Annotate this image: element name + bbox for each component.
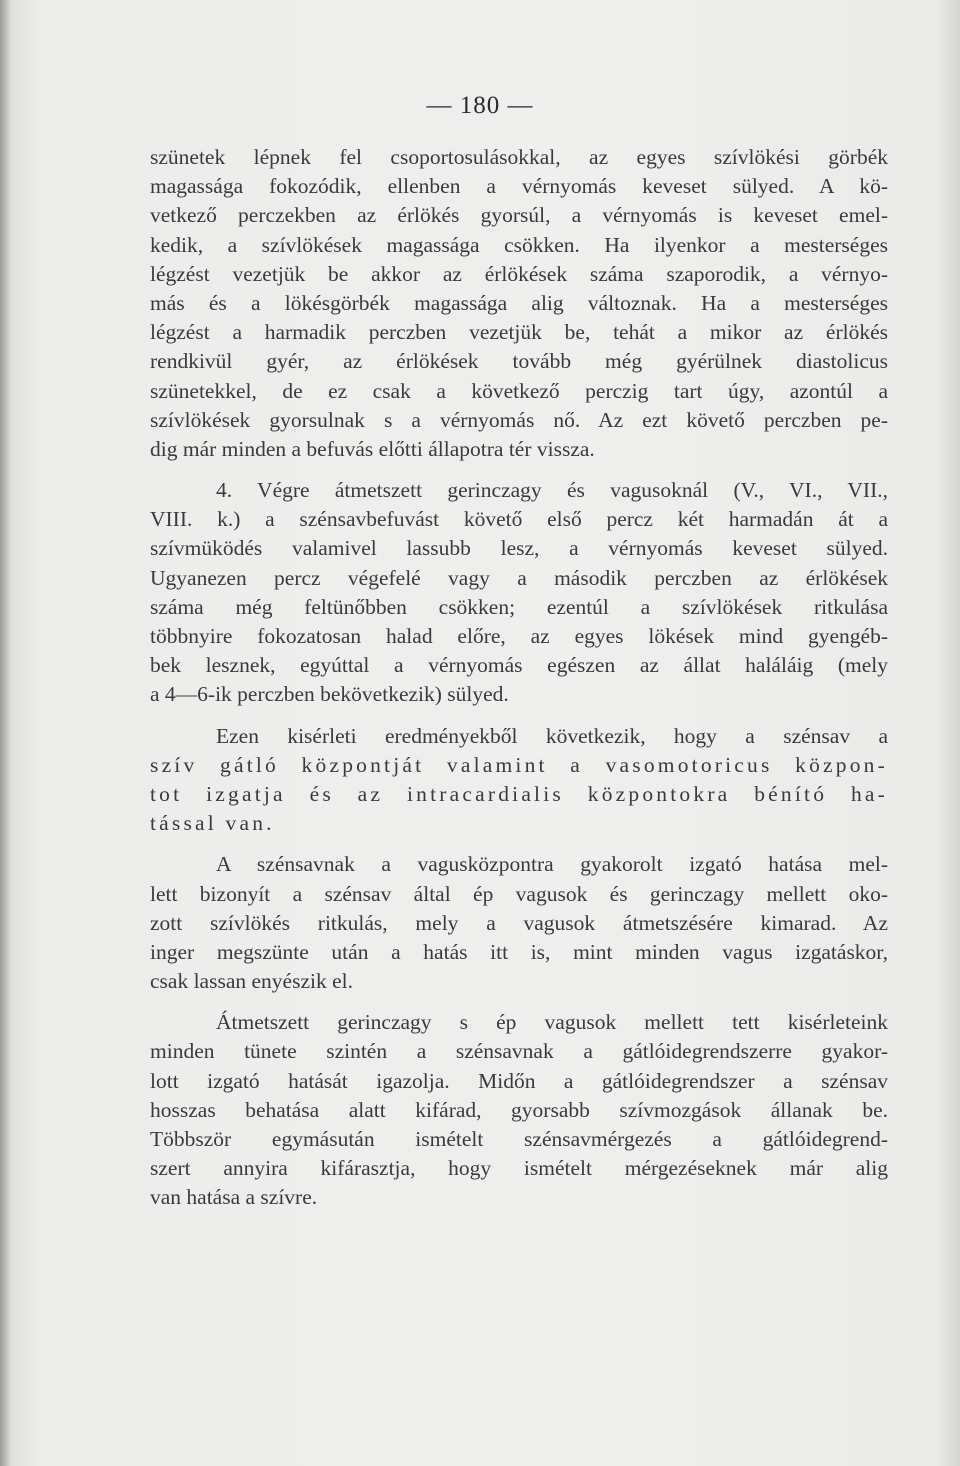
text-line: légzést vezetjük be akkor az érlökések száma szaporodik, a vérnyo- [150, 261, 888, 286]
page-left-edge-shadow [0, 0, 10, 1466]
paragraph-3 [150, 722, 888, 839]
text-line: szívmüködés valamivel lassubb lesz, a vérnyomás keveset sülyed. [150, 536, 888, 561]
text-line: lett bizonyít a szénsav által ép vagusok és gerinczagy mellett oko- [150, 881, 888, 906]
text-line: tással van. [150, 811, 275, 836]
text-line: hosszas behatása alatt kifárad, gyorsabb szívmozgások állanak be. [150, 1097, 888, 1122]
text-line: többnyire fokozatosan halad előre, az egyes lökések mind gyengéb- [150, 624, 888, 648]
text-line: vetkező perczekben az érlökés gyorsúl, a vérnyomás is keveset emel- [150, 203, 888, 228]
text-line: csak lassan enyészik el. [150, 969, 353, 994]
text-line: Átmetszett gerinczagy s ép vagusok mellett tett kisérleteink [216, 1010, 888, 1035]
text-line: száma még feltünőbben csökken; ezentúl a szívlökések ritkulása [150, 594, 888, 619]
text-line: szívlökések gyorsulnak s a vérnyomás nő. Az ezt követő perczben pe- [150, 407, 888, 432]
text-line: VIII. k.) a szénsavbefuvást követő első percz két harmadán át a [150, 507, 888, 532]
text-line: szünetek lépnek fel csoportosulásokkal, az egyes szívlökési görbék [150, 145, 888, 169]
body-text [150, 143, 888, 1213]
text-line: kedik, a szívlökések magassága csökken. Ha ilyenkor a mesterséges [150, 232, 888, 257]
text-line: más és a lökésgörbék magassága alig változnak. Ha a mesterséges [150, 290, 888, 315]
paragraph-4 [150, 850, 888, 996]
text-line: 4. Végre átmetszett gerinczagy és vagusoknál (V., VI., VII., [216, 478, 888, 503]
text-line: Többször egymásután ismételt szénsavmérgezés a gátlóidegrend- [150, 1127, 888, 1151]
text-line: szert annyira kifárasztja, hogy ismételt mérgezéseknek már alig [150, 1156, 888, 1181]
page-number: — 180 — [426, 92, 534, 119]
page-right-edge-shadow [938, 0, 960, 1466]
text-line: inger megszünte után a hatás itt is, mint minden vagus izgatáskor, [150, 939, 888, 964]
paragraph-1 [150, 143, 888, 464]
text-line: tot izgatja és az intracardialis központokra bénító ha- [150, 781, 888, 806]
text-line: van hatása a szívre. [150, 1185, 318, 1210]
text-line: lott izgató hatását igazolja. Midőn a gátlóidegrendszer a szénsav [150, 1068, 888, 1093]
paragraph-5 [150, 1008, 888, 1212]
text-line: rendkivül gyér, az érlökések tovább még gyérülnek diastolicus [150, 349, 888, 374]
text-line: bek lesznek, egyúttal a vérnyomás egészen az állat haláláig (mely [150, 653, 888, 678]
text-line: A szénsavnak a vagusközpontra gyakorolt izgató hatása mel- [216, 852, 888, 877]
text-line: légzést a harmadik perczben vezetjük be, tehát a mikor az érlökés [150, 320, 888, 345]
text-line: Ezen kisérleti eredményekből következik, hogy a szénsav a [216, 723, 888, 748]
text-line: zott szívlökés ritkulás, mely a vagusok átmetszésére kimarad. Az [150, 910, 888, 935]
text-line: a 4—6-ik perczben bekövetkezik) sülyed. [150, 682, 509, 707]
text-line: szünetekkel, de ez csak a következő perczig tart úgy, azontúl a [150, 378, 888, 403]
text-line: dig már minden a befuvás előtti állapotra tér vissza. [150, 436, 595, 461]
text-line: Ugyanezen percz végefelé vagy a második perczben az érlökések [150, 565, 888, 590]
text-line: szív gátló központját valamint a vasomotoricus közpon- [150, 752, 888, 777]
paragraph-2 [150, 476, 888, 710]
text-line: minden tünete szintén a szénsavnak a gátlóidegrendszerre gyakor- [150, 1039, 888, 1064]
text-line: magassága fokozódik, ellenben a vérnyomás keveset sülyed. A kö- [150, 174, 888, 199]
